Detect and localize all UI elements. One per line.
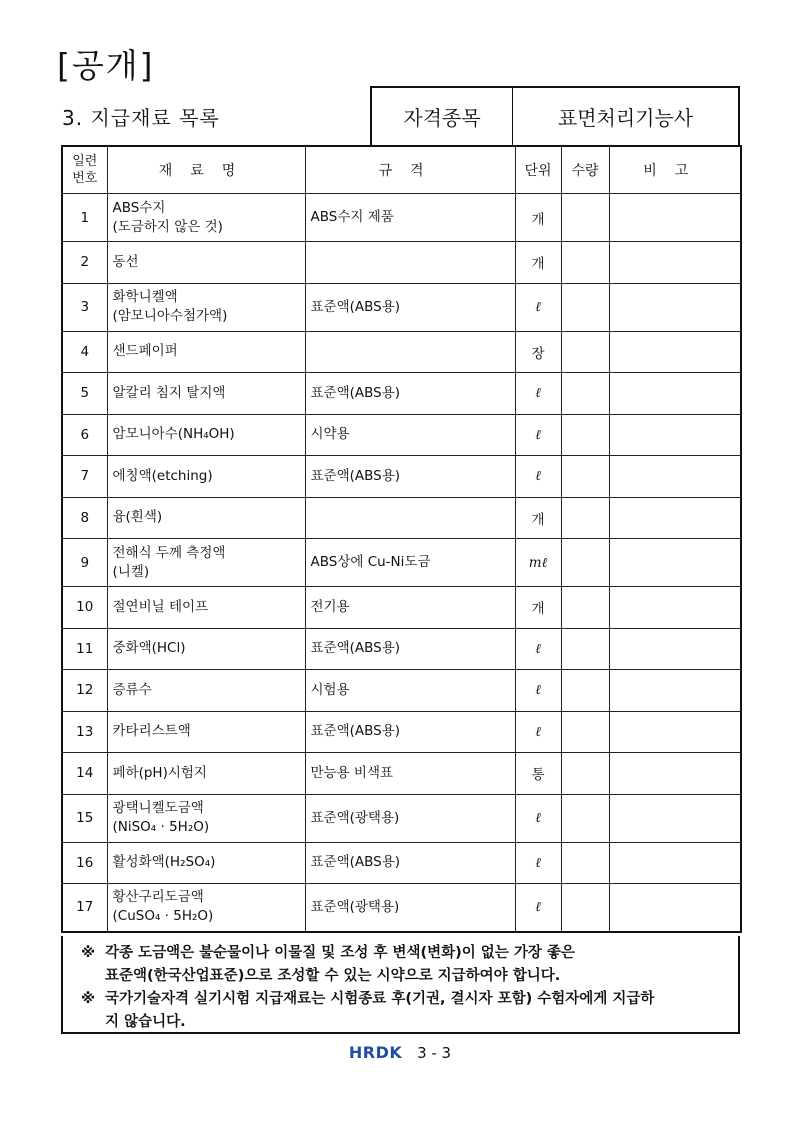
- spec-cell: 표준액(ABS용): [305, 373, 515, 415]
- remark-cell: [609, 628, 741, 670]
- page-footer: [0, 1043, 800, 1062]
- public-badge: [공개]: [57, 46, 155, 85]
- serial-number-cell: 4: [62, 331, 107, 373]
- remark-cell: [609, 587, 741, 629]
- materials-table: [61, 145, 742, 933]
- material-name: 활성화액(H₂SO₄): [112, 854, 216, 871]
- unit-cell: ℓ: [515, 842, 561, 884]
- quantity-cell: [561, 194, 609, 242]
- note-1-line-2: 표준액(한국산업표준)으로 조성할 수 있는 시약으로 지급하여야 합니다.: [105, 968, 561, 984]
- serial-number-cell: 5: [62, 373, 107, 415]
- table-row: [62, 194, 741, 242]
- material-name-detail: (도금하지 않은 것): [112, 218, 223, 235]
- material-name: 카타리스트액: [112, 723, 191, 740]
- material-name-cell: [107, 753, 305, 795]
- table-row: [62, 456, 741, 498]
- spec-cell: 표준액(광택용): [305, 884, 515, 932]
- spec-cell: 만능용 비색표: [305, 753, 515, 795]
- remark-cell: [609, 842, 741, 884]
- serial-number-cell: 6: [62, 414, 107, 456]
- unit-cell: ℓ: [515, 794, 561, 842]
- unit-cell: ℓ: [515, 628, 561, 670]
- material-name: 암모니아수(NH₄OH): [112, 426, 235, 443]
- table-row: [62, 414, 741, 456]
- unit-cell: 개: [515, 587, 561, 629]
- remark-cell: [609, 539, 741, 587]
- unit-cell: 개: [515, 242, 561, 284]
- remark-cell: [609, 497, 741, 539]
- material-name: 중화액(HCl): [112, 640, 186, 657]
- material-name: 페하(pH)시험지: [112, 764, 207, 781]
- material-name-detail: (니켈): [112, 563, 150, 580]
- serial-number-cell: 15: [62, 794, 107, 842]
- unit-cell: 통: [515, 753, 561, 795]
- remark-cell: [609, 414, 741, 456]
- serial-number-cell: 12: [62, 670, 107, 712]
- serial-number-cell: 10: [62, 587, 107, 629]
- qualification-value: 표면처리기능사: [557, 106, 694, 130]
- material-name: 융(흰색): [112, 509, 163, 526]
- quantity-cell: [561, 283, 609, 331]
- material-name: 샌드페이퍼: [112, 343, 178, 360]
- table-row: [62, 711, 741, 753]
- material-name-cell: [107, 628, 305, 670]
- quantity-cell: [561, 628, 609, 670]
- spec-cell: ABS수지 제품: [305, 194, 515, 242]
- table-body: [62, 194, 741, 932]
- notes-box: [61, 936, 740, 1034]
- quantity-cell: [561, 711, 609, 753]
- serial-number-cell: 17: [62, 884, 107, 932]
- remark-cell: [609, 884, 741, 932]
- material-name: 절연비닐 테이프: [112, 598, 209, 615]
- serial-number-cell: 16: [62, 842, 107, 884]
- spec-cell: [305, 497, 515, 539]
- header-spec: 규격: [305, 146, 515, 194]
- material-name-detail: (CuSO₄ · 5H₂O): [112, 908, 214, 925]
- material-name: 동선: [112, 253, 139, 270]
- spec-cell: 시약용: [305, 414, 515, 456]
- table-row: [62, 628, 741, 670]
- remark-cell: [609, 711, 741, 753]
- qualification-box: [370, 86, 740, 145]
- table-row: [62, 283, 741, 331]
- material-name-cell: [107, 194, 305, 242]
- serial-number-cell: 3: [62, 283, 107, 331]
- spec-cell: [305, 331, 515, 373]
- quantity-cell: [561, 842, 609, 884]
- quantity-cell: [561, 794, 609, 842]
- material-name-cell: [107, 794, 305, 842]
- material-name-cell: [107, 587, 305, 629]
- title-row: [62, 86, 740, 146]
- material-name-cell: [107, 670, 305, 712]
- unit-cell: 장: [515, 331, 561, 373]
- note-2: [81, 988, 734, 1034]
- quantity-cell: [561, 242, 609, 284]
- header-serial-number: [62, 146, 107, 194]
- table-row: [62, 842, 741, 884]
- remark-cell: [609, 753, 741, 795]
- spec-cell: 표준액(ABS용): [305, 283, 515, 331]
- spec-cell: 표준액(ABS용): [305, 456, 515, 498]
- material-name-cell: [107, 456, 305, 498]
- qualification-label: 자격종목: [372, 88, 513, 145]
- material-name-cell: [107, 711, 305, 753]
- unit-cell: ℓ: [515, 711, 561, 753]
- spec-cell: 전기용: [305, 587, 515, 629]
- unit-cell: 개: [515, 194, 561, 242]
- remark-cell: [609, 242, 741, 284]
- material-name-cell: [107, 373, 305, 415]
- header-quantity: 수량: [561, 146, 609, 194]
- remark-cell: [609, 794, 741, 842]
- material-name-detail: (NiSO₄ · 5H₂O): [112, 819, 210, 835]
- material-name-cell: [107, 283, 305, 331]
- unit-cell: ℓ: [515, 670, 561, 712]
- material-name-cell: [107, 539, 305, 587]
- note-1: [81, 942, 734, 988]
- quantity-cell: [561, 497, 609, 539]
- table-header-row: [62, 146, 741, 194]
- material-name-cell: [107, 242, 305, 284]
- material-name: 광택니켈도금액: [112, 800, 204, 816]
- spec-cell: [305, 242, 515, 284]
- note-mark: ※: [81, 945, 96, 961]
- serial-number-cell: 7: [62, 456, 107, 498]
- remark-cell: [609, 456, 741, 498]
- spec-cell: 표준액(ABS용): [305, 711, 515, 753]
- quantity-cell: [561, 539, 609, 587]
- unit-cell: ℓ: [515, 884, 561, 932]
- quantity-cell: [561, 884, 609, 932]
- quantity-cell: [561, 373, 609, 415]
- header-material-name: 재료명: [107, 146, 305, 194]
- page-number: 3 - 3: [417, 1044, 452, 1062]
- table-row: [62, 539, 741, 587]
- header-unit: 단위: [515, 146, 561, 194]
- material-name: 알칼리 침지 탈지액: [112, 384, 226, 401]
- table-row: [62, 587, 741, 629]
- quantity-cell: [561, 670, 609, 712]
- material-name: 황산구리도금액: [112, 889, 204, 906]
- note-2-line-1: 국가기술자격 실기시험 지급재료는 시험종료 후(기권, 결시자 포함) 수험자에게 지급하: [105, 991, 655, 1007]
- unit-cell: ℓ: [515, 456, 561, 498]
- material-name-cell: [107, 884, 305, 932]
- serial-number-cell: 14: [62, 753, 107, 795]
- material-name: 화학니켈액: [112, 289, 178, 305]
- header-serial-line1: 일련: [72, 154, 98, 169]
- header-remark: 비고: [609, 146, 741, 194]
- material-name-cell: [107, 842, 305, 884]
- material-name-cell: [107, 414, 305, 456]
- table-row: [62, 497, 741, 539]
- note-mark: ※: [81, 991, 96, 1007]
- serial-number-cell: 1: [62, 194, 107, 242]
- material-name-cell: [107, 331, 305, 373]
- section-title: 3. 지급재료 목록: [62, 106, 220, 130]
- material-name-cell: [107, 497, 305, 539]
- remark-cell: [609, 373, 741, 415]
- serial-number-cell: 11: [62, 628, 107, 670]
- spec-cell: 시험용: [305, 670, 515, 712]
- remark-cell: [609, 331, 741, 373]
- header-serial-line2: 번호: [72, 171, 98, 186]
- table-row: [62, 884, 741, 932]
- serial-number-cell: 8: [62, 497, 107, 539]
- note-2-line-2: 지 않습니다.: [105, 1014, 186, 1030]
- table-row: [62, 794, 741, 842]
- remark-cell: [609, 194, 741, 242]
- table-row: [62, 242, 741, 284]
- quantity-cell: [561, 587, 609, 629]
- material-name: 에칭액(etching): [112, 467, 213, 484]
- quantity-cell: [561, 331, 609, 373]
- spec-cell: 표준액(광택용): [305, 794, 515, 842]
- table-row: [62, 373, 741, 415]
- quantity-cell: [561, 456, 609, 498]
- material-name: 증류수: [112, 681, 152, 698]
- material-name: ABS수지: [112, 199, 166, 216]
- hrdk-logo: HRDK: [348, 1043, 403, 1062]
- unit-cell: ℓ: [515, 414, 561, 456]
- material-name-detail: (암모니아수첨가액): [112, 308, 228, 324]
- unit-cell: 개: [515, 497, 561, 539]
- serial-number-cell: 9: [62, 539, 107, 587]
- quantity-cell: [561, 414, 609, 456]
- table-row: [62, 331, 741, 373]
- unit-cell: mℓ: [515, 539, 561, 587]
- quantity-cell: [561, 753, 609, 795]
- remark-cell: [609, 283, 741, 331]
- serial-number-cell: 2: [62, 242, 107, 284]
- spec-cell: 표준액(ABS용): [305, 842, 515, 884]
- remark-cell: [609, 670, 741, 712]
- spec-cell: 표준액(ABS용): [305, 628, 515, 670]
- unit-cell: ℓ: [515, 283, 561, 331]
- serial-number-cell: 13: [62, 711, 107, 753]
- unit-cell: ℓ: [515, 373, 561, 415]
- spec-cell: ABS상에 Cu-Ni도금: [305, 539, 515, 587]
- material-name: 전해식 두께 측정액: [112, 544, 226, 561]
- table-row: [62, 753, 741, 795]
- note-1-line-1: 각종 도금액은 불순물이나 이물질 및 조성 후 변색(변화)이 없는 가장 좋은: [105, 945, 575, 961]
- table-row: [62, 670, 741, 712]
